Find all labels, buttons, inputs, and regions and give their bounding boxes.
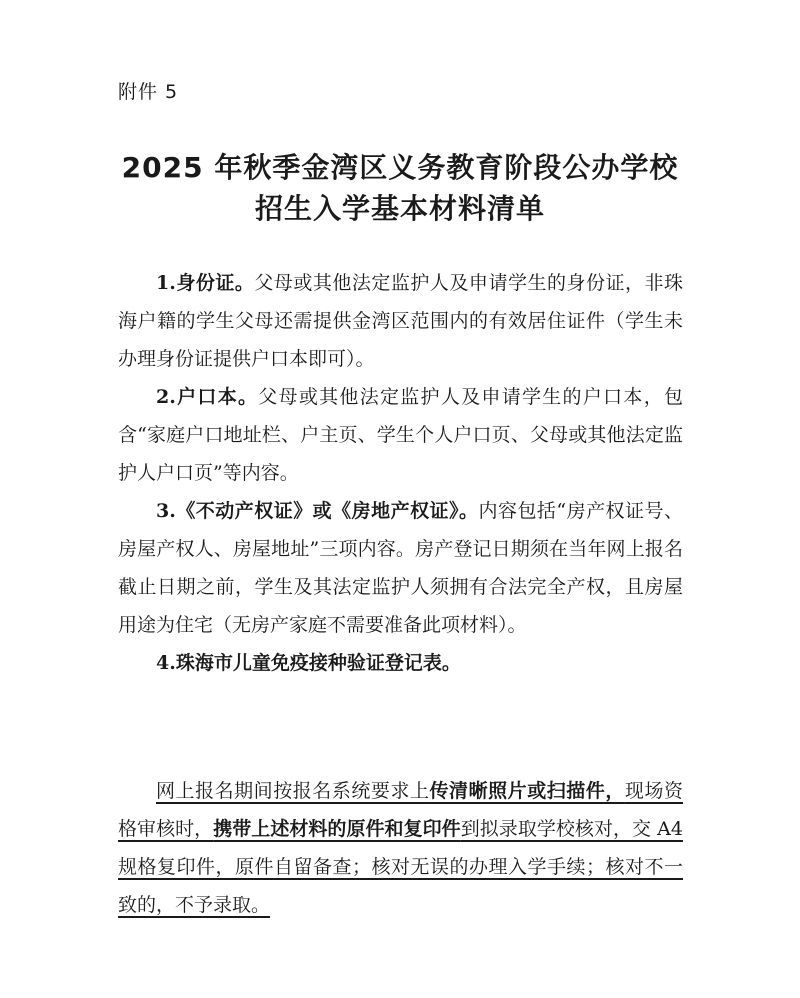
item-text: 父母或其他法定监护人及申请学生的户口本，包含“家庭户口地址栏、户主页、学生个人户口页、父母或其他法定监护人户口页”等内容。 xyxy=(118,386,683,484)
notice-part2: 传清晰照片或扫描件， xyxy=(429,780,625,802)
item-heading: 4.珠海市儿童免疫接种验证登记表。 xyxy=(156,652,461,674)
notice-part3: 现场资格审核时， xyxy=(118,780,683,840)
page-title-line2: 招生入学基本材料清单 xyxy=(254,192,545,225)
item-heading: 3.《不动产权证》或《房地产权证》。 xyxy=(156,500,479,522)
item-heading: 1.身份证。 xyxy=(156,272,255,294)
notice-part5: 到拟录取学校核对，交 A4 规格复印件，原件自留备查；核对无误的办理入学手续；核对不一致的，不予录取。 xyxy=(118,818,683,916)
notice-paragraph xyxy=(118,772,683,924)
item-heading: 2.户口本。 xyxy=(156,386,259,408)
item-text: 父母或其他法定监护人及申请学生的身份证，非珠海户籍的学生父母还需提供金湾区范围内的有效居住证件（学生未办理身份证提供户口本即可）。 xyxy=(118,272,683,370)
materials-list xyxy=(118,264,683,682)
list-item-vaccination-form xyxy=(118,644,683,682)
list-item-id-card xyxy=(118,264,683,378)
list-item-household-register xyxy=(118,378,683,492)
notice-part1: 网上报名期间按报名系统要求上 xyxy=(156,780,430,802)
page-title-line1: 2025 年秋季金湾区义务教育阶段公办学校 xyxy=(121,151,679,184)
item-text: 内容包括“房产权证号、房屋产权人、房屋地址”三项内容。房产登记日期须在当年网上报名截止日期之前，学生及其法定监护人须拥有合法完全产权，且房屋用途为住宅（无房产家庭不需要准备此项材料）。 xyxy=(118,500,683,636)
notice-text xyxy=(118,772,683,924)
notice-part4: 携带上述材料的原件和复印件 xyxy=(213,818,461,840)
attachment-label: 附件 5 xyxy=(118,81,179,103)
list-item-property-certificate xyxy=(118,492,683,644)
